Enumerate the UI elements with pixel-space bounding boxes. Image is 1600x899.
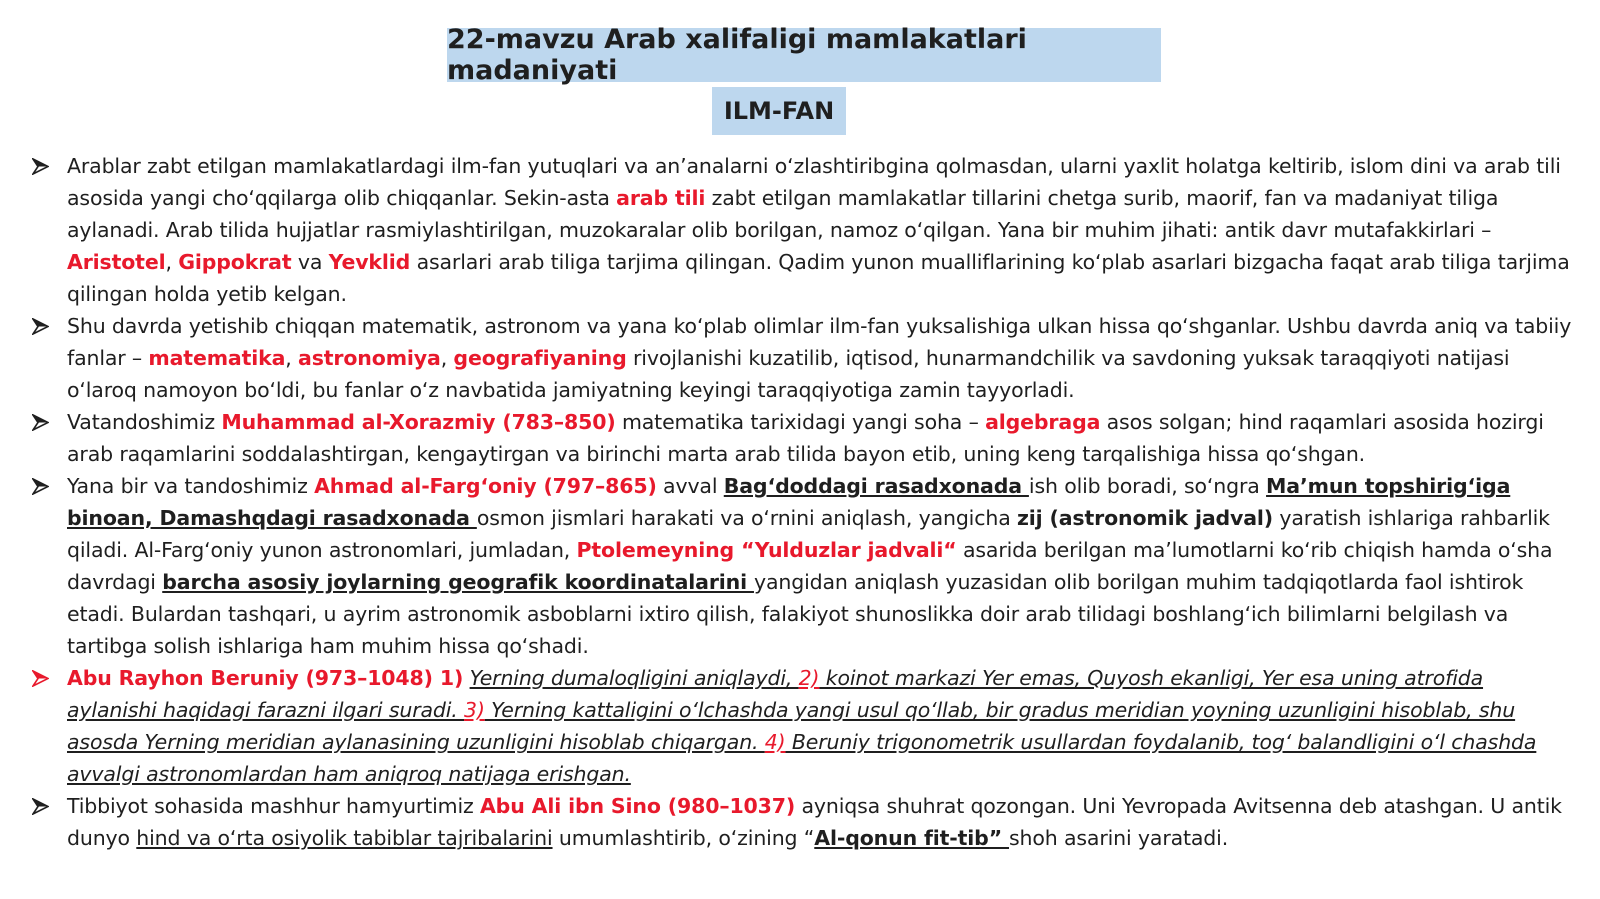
styled-text-run: astronomiya [298,346,441,370]
text-run: rivojlanishi kuzatilib, iqtisod, hunarmandchilik va savdoning yuksak taraqqiyoti natijasi oʻlaroq namoyon boʻldi, bu fanlar oʻz navbatida jamiyatning keyingi taraqqiyotiga zamin tayyorladi. [67,346,1510,402]
styled-text-run: Al-qonun fit-tib” [814,826,1010,850]
text-run: Shu davrda yetishib chiqqan matematik, astronom va yana koʻplab olimlar ilm-fan yuksalishiga ulkan hissa qoʻshganlar. Ushbu davrda aniq va tabiiy fanlar – [67,314,1572,370]
styled-text-run: 3) [464,698,485,722]
text-run: ish olib boradi, soʻngra [1028,474,1267,498]
styled-text-run: Ahmad al-Fargʻoniy (797–865) [314,474,657,498]
styled-text-run: Ptolemeyning “Yulduzlar jadvali“ [576,538,957,562]
styled-text-run: Muhammad al-Xorazmiy (783–850) [221,410,616,434]
styled-text-run: Aristotel [67,250,166,274]
text-run: matematika tarixidagi yangi soha – [615,410,986,434]
styled-text-run: zij (astronomik jadval) [1016,506,1274,530]
slide-title: 22-mavzu Arab xalifaligi mamlakatlari madaniyati [447,28,1161,82]
bullet-item [30,150,1578,310]
styled-text-run: Beruniy trigonometrik usullardan foydalanib, togʻ balandligini oʻl chashda avvalgi astronomlardan ham aniqroq natijaga erishgan. [67,730,1537,786]
arrow-bullet-icon [30,150,50,182]
text-run: Yana bir va tandoshimiz [67,474,315,498]
styled-text-run: koinot markazi Yer emas, Quyosh ekanligi, Yer esa uning atrofida aylanishi haqidagi farazni ilgari suradi. [67,666,1484,722]
bullet-item [30,470,1578,662]
arrow-bullet-icon [30,406,50,438]
text-run: avval [656,474,724,498]
text-run: , [440,346,454,370]
styled-text-run: Abu Ali ibn Sino (980–1037) [479,794,796,818]
bullet-text [67,314,1571,402]
bullet-text [67,474,1552,658]
text-run: Vatandoshimiz [67,410,222,434]
arrow-bullet-icon [30,790,50,822]
bullet-text [67,410,1544,466]
styled-text-run: Ma’mun topshirigʻiga binoan, Damashqdagi rasadxonada [67,474,1511,530]
arrow-bullet-icon [30,662,50,694]
text-run: asos solgan; hind raqamlari asosida hozirgi arab raqamlarini soddalashtirgan, kengaytirgan va birinchi marta arab tilida bayon etib, uning keng tarqalishiga hissa qoʻshgan. [67,410,1544,466]
styled-text-run: Yerning dumaloqligini aniqlaydi, [469,666,799,690]
styled-text-run: matematika [148,346,286,370]
bullet-item [30,790,1578,854]
text-run: asarida berilgan ma’lumotlarni koʻrib chiqish hamda oʻsha davrdagi [67,538,1553,594]
text-run: zabt etilgan mamlakatlar tillarini chetga surib, maorif, fan va madaniyat tiliga aylanadi. Arab tilida hujjatlar rasmiylashtirilgan, muzokaralar olib borilgan, namoz oʻqilgan. Yana bir muhim jihati: antik davr mutafakkirlari – [67,186,1499,242]
styled-text-run: Gippokrat [178,250,292,274]
text-run: shoh asarini yaratadi. [1009,826,1229,850]
text-run: Tibbiyot sohasida mashhur hamyurtimiz [67,794,480,818]
styled-text-run: hind va oʻrta osiyolik tabiblar tajribalarini [136,826,553,850]
bullet-item [30,310,1578,406]
section-heading: ILM-FAN [712,87,846,135]
styled-text-run: Abu Rayhon Beruniy (973–1048) 1) [67,666,464,690]
styled-text-run: 2) [798,666,820,690]
styled-text-run: Yevklid [328,250,411,274]
bullet-text [67,794,1562,850]
bullet-text [67,154,1570,306]
text-run: osmon jismlari harakati va oʻrnini aniqlash, yangicha [476,506,1017,530]
bullet-list [30,150,1578,854]
text-run: yangidan aniqlash yuzasidan olib borilgan muhim tadqiqotlarda faol ishtirok etadi. Bulardan tashqari, u ayrim astronomik asboblarni ixtiro qilish, falakiyot shunoslikka doir arab tilidagi boshlangʻich bilimlarni belgilash va tartibga solish ishlariga ham muhim hissa qoʻshadi. [67,570,1524,658]
arrow-bullet-icon [30,470,50,502]
styled-text-run: algebraga [985,410,1101,434]
text-run: , [165,250,179,274]
styled-text-run: geografiyaning [453,346,627,370]
styled-text-run: Yerning kattaligini oʻlchashda yangi usul qoʻllab, bir gradus meridian yoyning uzunligini hisoblab, shu asosda Yerning meridian aylanasining uzunligini hisoblab chiqargan. [67,698,1516,754]
text-run: yaratish ishlariga rahbarlik qiladi. Al-Fargʻoniy yunon astronomlari, jumladan, [67,506,1550,562]
text-run: , [285,346,299,370]
text-run: Arablar zabt etilgan mamlakatlardagi ilm-fan yutuqlari va an’analarni oʻzlashtiribgina qolmasdan, ularni yaxlit holatga keltirib, islom dini va arab tili asosida yangi choʻqqilarga olib chiqqanlar. Sekin-asta [67,154,1561,210]
styled-text-run: barcha asosiy joylarning geografik koordinatalarini [162,570,754,594]
bullet-item [30,406,1578,470]
styled-text-run: 4) [764,730,786,754]
arrow-bullet-icon [30,310,50,342]
text-run: ayniqsa shuhrat qozongan. Uni Yevropada Avitsenna deb atashgan. U antik dunyo [67,794,1562,850]
text-run: umumlashtirib, oʻzining “ [552,826,815,850]
text-run: va [291,250,329,274]
bullet-text [67,666,1536,786]
bullet-item [30,662,1578,790]
styled-text-run: arab tili [616,186,706,210]
text-run: asarlari arab tiliga tarjima qilingan. Qadim yunon mualliflarining koʻplab asarlari bizgacha faqat arab tiliga tarjima qilingan holda yetib kelgan. [67,250,1570,306]
styled-text-run: Bagʻdoddagi rasadxonada [723,474,1029,498]
